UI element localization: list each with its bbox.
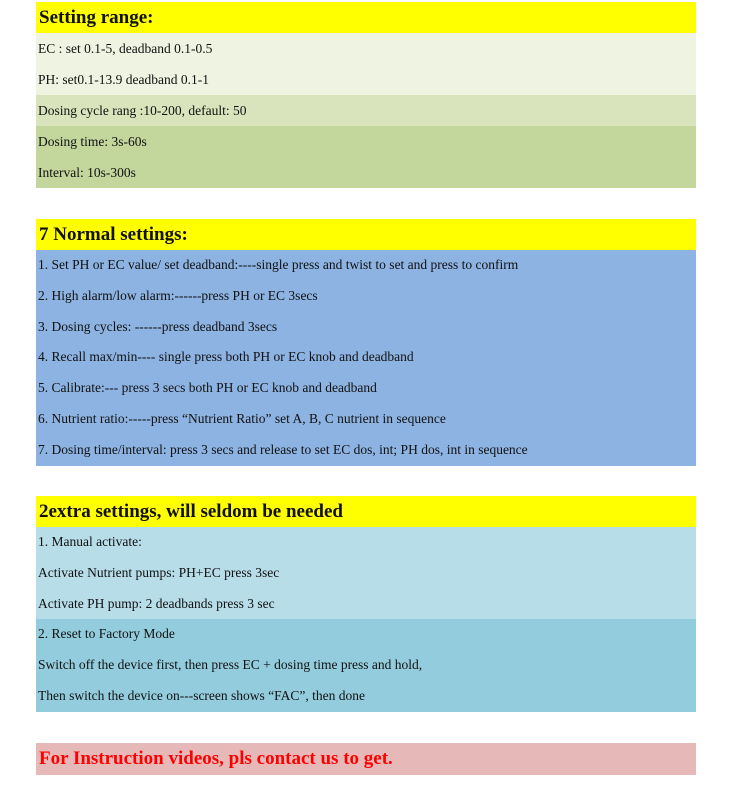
normal-setting-2: 2. High alarm/low alarm:------press PH or EC 3secs <box>38 287 318 303</box>
normal-settings-section <box>36 219 696 466</box>
setting-range-dosing-time: Dosing time: 3s-60s <box>36 126 696 157</box>
footer-section <box>36 743 696 775</box>
setting-range-interval: Interval: 10s-300s <box>36 157 696 188</box>
normal-settings-list <box>36 250 696 466</box>
normal-setting-4: 4. Recall max/min---- single press both PH or EC knob and deadband <box>38 349 414 365</box>
normal-settings-title: 7 Normal settings: <box>36 219 696 250</box>
extra-setting-factory-step-1: Switch off the device first, then press EC + dosing time press and hold, <box>36 650 696 681</box>
normal-setting-1: 1. Set PH or EC value/ set deadband:----single press and twist to set and press to confirm <box>38 257 519 272</box>
extra-setting-manual-activate: 1. Manual activate: <box>36 527 696 558</box>
normal-setting-7: 7. Dosing time/interval: press 3 secs and release to set EC dos, int; PH dos, int in sequence <box>38 441 528 457</box>
extra-setting-ph-pump: Activate PH pump: 2 deadbands press 3 sec <box>36 589 696 620</box>
setting-range-ec: EC : set 0.1-5, deadband 0.1-0.5 <box>36 33 696 64</box>
instruction-videos-note: For Instruction videos, pls contact us to get. <box>36 743 696 775</box>
setting-range-ph: PH: set0.1-13.9 deadband 0.1-1 <box>36 64 696 95</box>
extra-setting-nutrient-pumps: Activate Nutrient pumps: PH+EC press 3sec <box>36 558 696 589</box>
setting-range-title: Setting range: <box>36 2 696 33</box>
setting-range-dosing-cycle: Dosing cycle rang :10-200, default: 50 <box>36 95 696 126</box>
extra-setting-factory-step-2: Then switch the device on---screen shows “FAC”, then done <box>36 681 696 712</box>
setting-range-section <box>36 2 696 188</box>
extra-settings-title: 2extra settings, will seldom be needed <box>36 496 696 527</box>
extra-settings-section <box>36 496 696 712</box>
normal-setting-3: 3. Dosing cycles: ------press deadband 3secs <box>38 318 278 334</box>
normal-setting-6: 6. Nutrient ratio:-----press “Nutrient Ratio” set A, B, C nutrient in sequence <box>38 410 446 426</box>
normal-setting-5: 5. Calibrate:--- press 3 secs both PH or EC knob and deadband <box>38 380 377 396</box>
extra-setting-factory-reset: 2. Reset to Factory Mode <box>36 619 696 650</box>
